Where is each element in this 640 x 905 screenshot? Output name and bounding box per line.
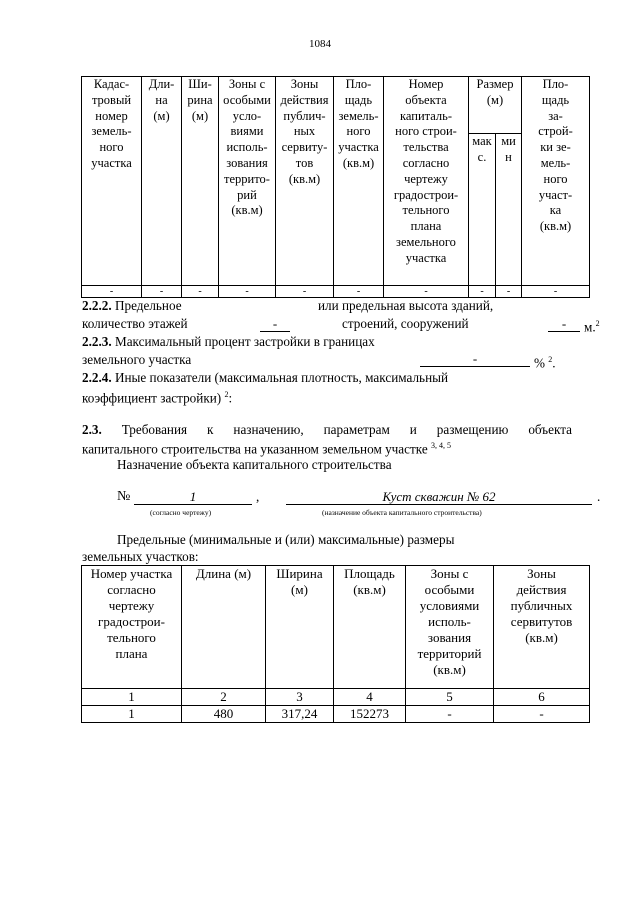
column-number: 6: [494, 689, 590, 706]
header-cadastral-number: Кадас- тровый номер земель- ного участка: [82, 77, 142, 286]
table-cell: -: [142, 286, 182, 298]
section-text: Максимальный процент застройки в границах: [114, 334, 375, 349]
header-special-zones: Зоны с особыми усло- виями исполь- зования террито- рий (кв.м): [219, 77, 276, 286]
header-size-min: ми н: [496, 134, 522, 286]
table-row: [82, 706, 590, 723]
punctuation: .: [552, 355, 556, 371]
table-cell: 152273: [334, 706, 406, 723]
footnote-ref: 3, 4, 5: [431, 441, 452, 450]
column-number: 4: [334, 689, 406, 706]
header-plot-area: Пло- щадь земель- ного участка (кв.м): [334, 77, 384, 286]
footnote-ref: 2: [548, 355, 553, 364]
floors-value: -: [260, 316, 290, 332]
table-cell: 480: [182, 706, 266, 723]
caption-number: (согласно чертежу): [150, 508, 212, 517]
object-number-value: 1: [134, 489, 252, 505]
section-number: 2.3.: [82, 422, 102, 437]
section-text: земельного участка: [82, 352, 192, 367]
section-2-2-4-line2: [82, 387, 232, 406]
column-number: 2: [182, 689, 266, 706]
table-cell: 1: [82, 706, 182, 723]
header-size-max: мак с.: [469, 134, 496, 286]
section-text: или предельная высота зданий,: [318, 298, 494, 313]
section-text: строений, сооружений: [342, 316, 469, 331]
unit-text: м.: [584, 319, 596, 335]
header-length: Дли- на (м): [142, 77, 182, 286]
table-cell: -: [82, 286, 142, 298]
table-row: [82, 286, 590, 298]
limits-text: земельных участков:: [82, 549, 199, 564]
table-cell: -: [334, 286, 384, 298]
table-cell: -: [276, 286, 334, 298]
table-row: [82, 689, 590, 706]
header-size: Размер (м): [469, 77, 522, 134]
section-2-3-line2: [82, 438, 451, 457]
section-2-2-3-line1: [82, 334, 375, 350]
section-text: капитального строительства на указанном земельном участке: [82, 441, 428, 457]
column-number: 3: [266, 689, 334, 706]
table-cell: -: [219, 286, 276, 298]
built-percent-value: -: [420, 351, 530, 367]
object-purpose-value: Куст скважин № 62: [286, 489, 592, 505]
unit-label: [584, 316, 600, 335]
header-built-area: Пло- щадь за- строй- ки зе- мель- ного участ- ка (кв.м): [522, 77, 590, 286]
punctuation: :: [228, 390, 233, 406]
section-2-3-line1: [82, 422, 572, 438]
table-cell: -: [494, 706, 590, 723]
limits-text: Предельные (минимальные и (или) максимальные) размеры: [117, 532, 455, 547]
footnote-ref: 2: [595, 319, 600, 328]
punctuation: .: [597, 489, 601, 504]
header-length: Длина (м): [182, 566, 266, 689]
column-number: 5: [406, 689, 494, 706]
table-cell: -: [522, 286, 590, 298]
section-number: 2.2.2.: [82, 298, 112, 313]
plot-size-table: [81, 565, 590, 723]
footnote-ref: 2: [224, 390, 229, 399]
table-cell: -: [384, 286, 469, 298]
table-cell: -: [406, 706, 494, 723]
cadastral-parameters-table: [81, 76, 590, 298]
header-special-zones: Зоны с особыми условиями исполь- зования территорий (кв.м): [406, 566, 494, 689]
header-servitude-zones: Зоны действия публичных сервитутов (кв.м): [494, 566, 590, 689]
table-cell: -: [496, 286, 522, 298]
purpose-label: Назначение объекта капитального строительства: [117, 457, 392, 472]
header-area: Площадь (кв.м): [334, 566, 406, 689]
number-sign: №: [117, 489, 131, 504]
header-width: Ши- рина (м): [182, 77, 219, 286]
header-plot-number: Номер участка согласно чертежу градострои- тельного плана: [82, 566, 182, 689]
section-text: коэффициент застройки): [82, 390, 222, 406]
table-cell: -: [182, 286, 219, 298]
section-2-2-4-line1: [82, 370, 448, 386]
table-cell: -: [469, 286, 496, 298]
section-text: Требования к назначению, параметрам и размещению объекта: [121, 422, 572, 437]
section-text: Предельное: [114, 298, 182, 313]
section-number: 2.2.4.: [82, 370, 112, 385]
percent-label: [534, 352, 556, 371]
section-text: количество этажей: [82, 316, 188, 331]
table-cell: 317,24: [266, 706, 334, 723]
caption-purpose: (назначение объекта капитального строительства): [322, 508, 482, 517]
page-number: 1084: [309, 38, 331, 50]
unit-text: %: [534, 355, 545, 371]
height-value: -: [548, 316, 580, 332]
section-number: 2.2.3.: [82, 334, 112, 349]
header-width: Ширина (м): [266, 566, 334, 689]
header-servitude-zones: Зоны действия публич- ных сервиту- тов (кв.м): [276, 77, 334, 286]
header-object-number: Номер объекта капиталь- ного строи- тельства согласно чертежу градострои- тельного плана земельного участка: [384, 77, 469, 286]
punctuation: ,: [256, 489, 260, 504]
section-2-2-2-line1: [82, 298, 182, 314]
column-number: 1: [82, 689, 182, 706]
section-text: Иные показатели (максимальная плотность, максимальный: [114, 370, 449, 385]
